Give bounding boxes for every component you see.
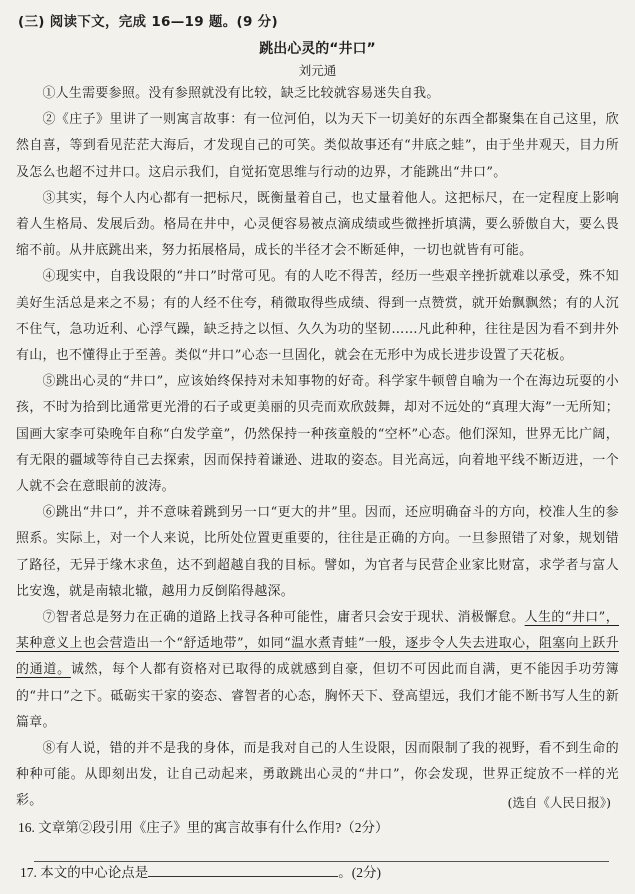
article-title: 跳出心灵的“井口” bbox=[259, 41, 376, 57]
question-16: 16. 文章第②段引用《庄子》里的寓言故事有什么作用?（2分） bbox=[18, 819, 389, 835]
paragraph-8: ⑧有人说，错的并不是我的身体，而是我对自己的人生设限，因而限制了我的视野，看不到生命的种种可能。从即刻出发，让自己动起来，勇敢跳出心灵的“井口”，你会发现，世界正绽放不一样的光彩。 bbox=[16, 741, 619, 809]
question-17-suffix: 。(2分) bbox=[338, 865, 381, 880]
paragraph-1: ①人生需要参照。没有参照就没有比较，缺乏比较就容易迷失自我。 bbox=[42, 86, 440, 101]
paragraph-2: ②《庄子》里讲了一则寓言故事：有一位河伯，以为天下一切美好的东西全都聚集在自己这里，欣然自喜，等到看见茫茫大海后，才发现自己的可笑。类似故事还有“井底之蛙”，由于坐井观天，目力所及怎么也超不过井口。这启示我们，自觉拓宽思维与行动的边界，才能跳出“井口”。 bbox=[16, 112, 619, 180]
underlined-sentence: 人生的“井口”，某种意义上也会营造出一个“舒适地带”，如同“温水煮青蛙”一般，逐步令人失去进取心，阻塞向上跃升的通道。 bbox=[16, 610, 619, 678]
article-author: 刘元通 bbox=[298, 63, 337, 78]
paragraph-5: ⑤跳出心灵的“井口”，应该始终保持对未知事物的好奇。科学家牛顿曾自喻为一个在海边玩耍的小孩，不时为拾到比通常更光滑的石子或更美丽的贝壳而欢欣鼓舞，却对不远处的“真理大海”一无所知；国画大家李可染晚年自称“白发学童”，仍然保持一种孩童般的“空杯”心态。他们深知，世界无比广阔，有无限的疆域等待自己去探索，因而保持着谦逊、进取的姿态。目光高远，向着地平线不断迈进，一个人就不会在意眼前的波涛。 bbox=[16, 374, 619, 495]
answer-blank-17[interactable] bbox=[148, 862, 338, 877]
paragraph-7-end: 诚然，每个人都有资格对已取得的成就感到自豪，但切不可因此而自满，更不能因手功劳簿的“井口”之下。砥砺实干家的姿态、睿智者的心态，胸怀天下、登高望远，我们才能不断书写人生的新篇章。 bbox=[16, 662, 620, 730]
paragraph-6: ⑥跳出“井口”，并不意味着跳到另一口“更大的井”里。因而，还应明确奋斗的方向，校准人生的参照系。实际上，对一个人来说，比所处位置更重要的，往往是正确的方向。一旦参照错了对象，规划错了路径，无异于缘木求鱼，达不到超越自我的目标。譬如，为官者与民营企业家比财富，求学者与富人比安逸，就是南辕北辙，越用力反倒陷得越深。 bbox=[16, 505, 619, 599]
paragraph-4: ④现实中，自我设限的“井口”时常可见。有的人吃不得苦，经历一些艰辛挫折就难以承受，殊不知美好生活总是来之不易；有的人经不住夸，稍微取得些成绩、得到一点赞赏，就开始飘飘然；有的人沉不住气，急功近利、心浮气躁，缺乏持之以恒、久久为功的坚韧……凡此种种，往往是因为看不到井外有山，也不懂得止于至善。类似“井口”心态一旦固化，就会在无形中为成长进步设置了天花板。 bbox=[16, 269, 619, 364]
paragraph-7 bbox=[16, 605, 619, 736]
source-citation: (选自《人民日报》) bbox=[507, 794, 611, 810]
paragraph-3: ③其实，每个人内心都有一把标尺，既衡量着自己，也丈量着他人。这把标尺，在一定程度上影响着人生格局、发展后劲。格局在井中，心灵便容易被点滴成绩或些微挫折填满，要么骄傲自大，要么畏缩不前。从井底跳出来，努力拓展格局，成长的半径才会不断延伸，一切也就皆有可能。 bbox=[16, 190, 619, 259]
question-17 bbox=[20, 862, 381, 884]
paragraph-7-start: ⑦智者总是努力在正确的道路上找寻各种可能性，庸者只会安于现状、消极懈怠。 bbox=[42, 610, 525, 626]
question-17-prefix: 17. 本文的中心论点是 bbox=[20, 865, 149, 880]
section-heading: (三) 阅读下文，完成 16—19 题。(9 分) bbox=[18, 14, 278, 30]
article-body bbox=[16, 81, 619, 815]
